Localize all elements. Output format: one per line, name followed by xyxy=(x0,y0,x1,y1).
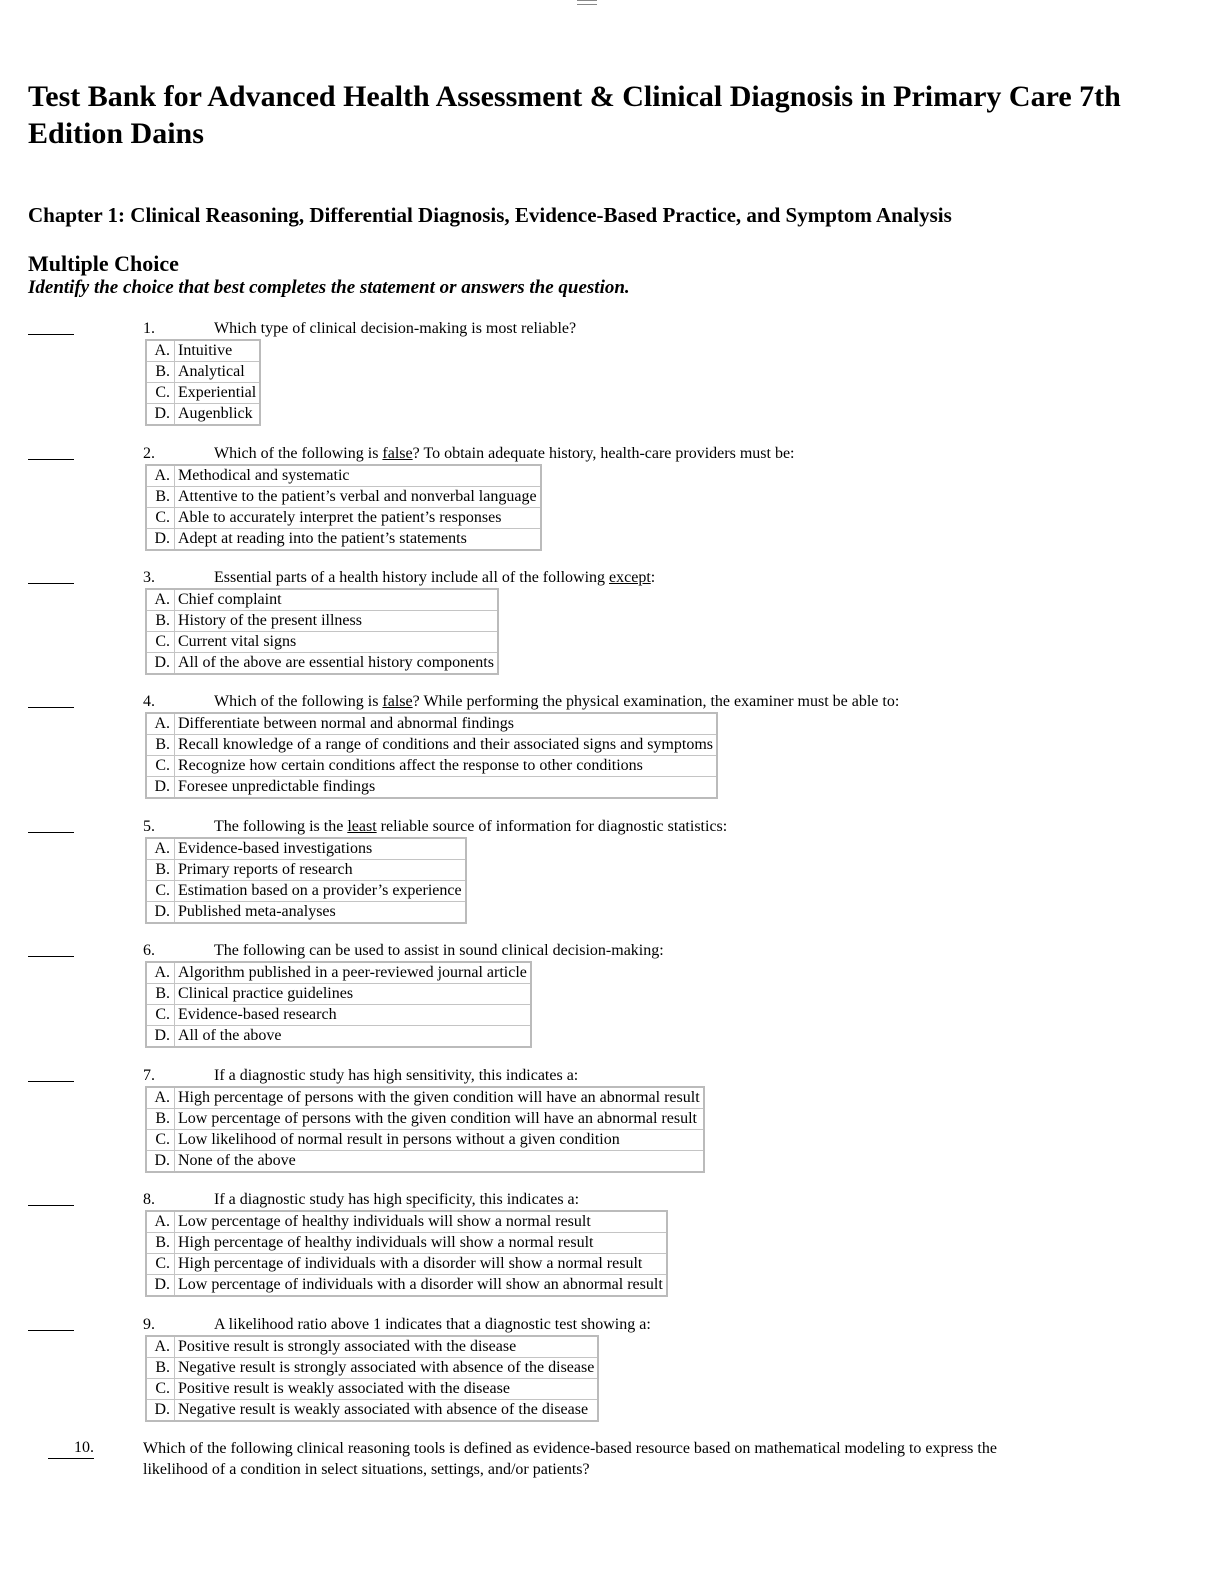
choice-letter: B. xyxy=(146,735,175,756)
choice-letter: C. xyxy=(146,383,175,404)
answer-blank[interactable] xyxy=(28,459,74,460)
choice-row[interactable] xyxy=(146,1379,598,1400)
answer-blank[interactable] xyxy=(28,1205,74,1206)
stem-text: Which of the following is xyxy=(214,693,383,710)
choice-letter: D. xyxy=(146,902,175,924)
choice-row[interactable] xyxy=(146,984,531,1005)
question-stem xyxy=(214,1190,579,1210)
choice-letter: C. xyxy=(146,1379,175,1400)
choice-text: Augenblick xyxy=(175,404,261,426)
choice-table xyxy=(145,1210,668,1297)
question-number: 6. xyxy=(143,942,155,959)
choice-row[interactable] xyxy=(146,881,466,902)
choice-letter: B. xyxy=(146,1358,175,1379)
choice-text: Estimation based on a provider’s experience xyxy=(175,881,466,902)
choice-text: Experiential xyxy=(175,383,261,404)
choice-row[interactable] xyxy=(146,1026,531,1048)
choice-letter: D. xyxy=(146,529,175,551)
choice-letter: A. xyxy=(146,1336,175,1358)
stem-emphasis: except xyxy=(609,569,651,586)
choice-row[interactable] xyxy=(146,1400,598,1422)
choice-text: Negative result is strongly associated with absence of the disease xyxy=(175,1358,599,1379)
choice-text: Algorithm published in a peer-reviewed journal article xyxy=(175,962,531,984)
stem-text: reliable source of information for diagnostic statistics: xyxy=(376,818,728,835)
answer-blank[interactable] xyxy=(28,1081,74,1082)
choice-text: Clinical practice guidelines xyxy=(175,984,531,1005)
choice-row[interactable] xyxy=(146,860,466,881)
choice-letter: D. xyxy=(146,404,175,426)
choice-text: Foresee unpredictable findings xyxy=(175,777,717,799)
choice-row[interactable] xyxy=(146,1151,704,1173)
choice-text: Negative result is weakly associated with absence of the disease xyxy=(175,1400,599,1422)
choice-letter: D. xyxy=(146,777,175,799)
stem-text: Essential parts of a health history include all of the following xyxy=(214,569,610,586)
choice-text: Low percentage of persons with the given condition will have an abnormal result xyxy=(175,1109,704,1130)
section-heading: Multiple Choice xyxy=(28,251,179,276)
chapter-heading: Chapter 1: Clinical Reasoning, Differential Diagnosis, Evidence-Based Practice, and Symptom Analysis xyxy=(28,203,952,227)
choice-text: Evidence-based research xyxy=(175,1005,531,1026)
question-stem xyxy=(214,1066,578,1086)
choice-row[interactable] xyxy=(146,1130,704,1151)
choice-row[interactable] xyxy=(146,1275,667,1297)
choice-letter: B. xyxy=(146,1233,175,1254)
choice-row[interactable] xyxy=(146,713,717,735)
choice-letter: A. xyxy=(146,1211,175,1233)
choice-letter: C. xyxy=(146,508,175,529)
instructions: Identify the choice that best completes the statement or answers the question. xyxy=(28,277,630,298)
stem-text: The following can be used to assist in sound clinical decision-making: xyxy=(214,942,664,959)
choice-row[interactable] xyxy=(146,529,541,551)
question-stem xyxy=(214,319,576,339)
stem-text: Which of the following is xyxy=(214,445,383,462)
choice-row[interactable] xyxy=(146,340,260,362)
choice-text: Primary reports of research xyxy=(175,860,466,881)
choice-text: None of the above xyxy=(175,1151,704,1173)
choice-letter: C. xyxy=(146,1130,175,1151)
question-stem xyxy=(214,817,727,837)
choice-text: Evidence-based investigations xyxy=(175,838,466,860)
choice-letter: B. xyxy=(146,984,175,1005)
choice-row[interactable] xyxy=(146,1005,531,1026)
choice-letter: D. xyxy=(146,1400,175,1422)
choice-text: Low percentage of individuals with a disorder will show an abnormal result xyxy=(175,1275,667,1297)
choice-row[interactable] xyxy=(146,1211,667,1233)
choice-row[interactable] xyxy=(146,465,541,487)
question-number: 3. xyxy=(143,569,155,586)
choice-letter: C. xyxy=(146,1005,175,1026)
choice-text: All of the above xyxy=(175,1026,531,1048)
choice-row[interactable] xyxy=(146,1358,598,1379)
choice-letter: D. xyxy=(146,1275,175,1297)
choice-text: Methodical and systematic xyxy=(175,465,541,487)
stem-text: ? While performing the physical examination, the examiner must be able to: xyxy=(412,693,900,710)
answer-blank[interactable]: 10. xyxy=(48,1438,94,1459)
choice-row[interactable] xyxy=(146,777,717,799)
choice-letter: D. xyxy=(146,653,175,675)
stem-text: : xyxy=(650,569,656,586)
choice-letter: A. xyxy=(146,962,175,984)
choice-row[interactable] xyxy=(146,902,466,924)
choice-text: Able to accurately interpret the patient’s responses xyxy=(175,508,541,529)
choice-table xyxy=(145,464,542,551)
question-number: 8. xyxy=(143,1191,155,1208)
question-number: 5. xyxy=(143,818,155,835)
answer-blank[interactable] xyxy=(28,334,74,335)
choice-text: Chief complaint xyxy=(175,589,498,611)
question-number: 7. xyxy=(143,1067,155,1084)
choice-text: Intuitive xyxy=(175,340,261,362)
stem-text: If a diagnostic study has high specificity, this indicates a: xyxy=(214,1191,580,1208)
choice-text: Low likelihood of normal result in persons without a given condition xyxy=(175,1130,704,1151)
choice-text: Low percentage of healthy individuals will show a normal result xyxy=(175,1211,667,1233)
choice-row[interactable] xyxy=(146,589,498,611)
answer-blank[interactable] xyxy=(28,583,74,584)
answer-blank[interactable] xyxy=(28,832,74,833)
choice-letter: B. xyxy=(146,611,175,632)
choice-letter: A. xyxy=(146,465,175,487)
stem-emphasis: false xyxy=(382,693,413,710)
question-stem xyxy=(214,692,899,712)
choice-text: Adept at reading into the patient’s statements xyxy=(175,529,541,551)
stem-text: A likelihood ratio above 1 indicates that a diagnostic test showing a: xyxy=(214,1316,651,1333)
choice-table xyxy=(145,1086,705,1173)
choice-letter: C. xyxy=(146,632,175,653)
choice-row[interactable] xyxy=(146,653,498,675)
choice-table xyxy=(145,588,499,675)
choice-row[interactable] xyxy=(146,611,498,632)
question-stem xyxy=(214,444,795,464)
choice-letter: B. xyxy=(146,1109,175,1130)
choice-letter: A. xyxy=(146,1087,175,1109)
stem-emphasis: false xyxy=(382,445,413,462)
stem-text: If a diagnostic study has high sensitivity, this indicates a: xyxy=(214,1067,579,1084)
choice-text: Recall knowledge of a range of conditions and their associated signs and symptoms xyxy=(175,735,717,756)
stem-emphasis: least xyxy=(347,818,377,835)
choice-letter: D. xyxy=(146,1151,175,1173)
choice-letter: A. xyxy=(146,340,175,362)
choice-row[interactable] xyxy=(146,404,260,426)
document-title: Test Bank for Advanced Health Assessment & Clinical Diagnosis in Primary Care 7th Edition Dains xyxy=(28,80,1121,150)
stem-text: Which type of clinical decision-making is most reliable? xyxy=(214,320,577,337)
choice-letter: B. xyxy=(146,362,175,383)
choice-row[interactable] xyxy=(146,487,541,508)
choice-text: High percentage of individuals with a disorder will show a normal result xyxy=(175,1254,667,1275)
choice-row[interactable] xyxy=(146,632,498,653)
choice-table xyxy=(145,712,718,799)
choice-row[interactable] xyxy=(146,362,260,383)
choice-letter: B. xyxy=(146,860,175,881)
choice-text: Positive result is strongly associated with the disease xyxy=(175,1336,599,1358)
choice-text: Positive result is weakly associated with the disease xyxy=(175,1379,599,1400)
choice-row[interactable] xyxy=(146,962,531,984)
question-stem xyxy=(214,941,664,961)
choice-text: Attentive to the patient’s verbal and nonverbal language xyxy=(175,487,541,508)
question-number: 2. xyxy=(143,445,155,462)
choice-table xyxy=(145,339,261,426)
choice-letter: D. xyxy=(146,1026,175,1048)
choice-row[interactable] xyxy=(146,1254,667,1275)
choice-text: Published meta-analyses xyxy=(175,902,466,924)
choice-row[interactable] xyxy=(146,1336,598,1358)
choice-table xyxy=(145,961,532,1048)
choice-text: History of the present illness xyxy=(175,611,498,632)
answer-blank[interactable] xyxy=(28,1330,74,1331)
stem-text: ? To obtain adequate history, health-care providers must be: xyxy=(412,445,795,462)
choice-letter: A. xyxy=(146,713,175,735)
choice-table xyxy=(145,837,467,924)
choice-row[interactable] xyxy=(146,383,260,404)
choice-text: Differentiate between normal and abnormal findings xyxy=(175,713,717,735)
choice-row[interactable] xyxy=(146,508,541,529)
choice-letter: C. xyxy=(146,756,175,777)
answer-blank[interactable] xyxy=(28,707,74,708)
answer-blank[interactable] xyxy=(28,956,74,957)
choice-row[interactable] xyxy=(146,756,717,777)
choice-text: All of the above are essential history components xyxy=(175,653,498,675)
choice-text: High percentage of persons with the given condition will have an abnormal result xyxy=(175,1087,704,1109)
choice-row[interactable] xyxy=(146,1233,667,1254)
question-stem: Which of the following clinical reasoning tools is defined as evidence-based resource based on mathematical modeling to express the likelihood of a condition in select situations, settings, and/or patients? xyxy=(143,1440,997,1478)
question-number: 4. xyxy=(143,693,155,710)
choice-letter: A. xyxy=(146,589,175,611)
choice-row[interactable] xyxy=(146,735,717,756)
choice-letter: C. xyxy=(146,881,175,902)
choice-letter: A. xyxy=(146,838,175,860)
choice-row[interactable] xyxy=(146,1087,704,1109)
choice-text: Recognize how certain conditions affect the response to other conditions xyxy=(175,756,717,777)
choice-table xyxy=(145,1335,599,1422)
choice-text: Current vital signs xyxy=(175,632,498,653)
question-number: 9. xyxy=(143,1316,155,1333)
question-number: 1. xyxy=(143,320,155,337)
question-stem xyxy=(214,568,655,588)
stem-text: The following is the xyxy=(214,818,348,835)
choice-row[interactable] xyxy=(146,838,466,860)
choice-text: Analytical xyxy=(175,362,261,383)
choice-row[interactable] xyxy=(146,1109,704,1130)
page-top-mark xyxy=(577,0,597,5)
choice-letter: C. xyxy=(146,1254,175,1275)
choice-text: High percentage of healthy individuals will show a normal result xyxy=(175,1233,667,1254)
question-stem xyxy=(214,1315,651,1335)
choice-letter: B. xyxy=(146,487,175,508)
